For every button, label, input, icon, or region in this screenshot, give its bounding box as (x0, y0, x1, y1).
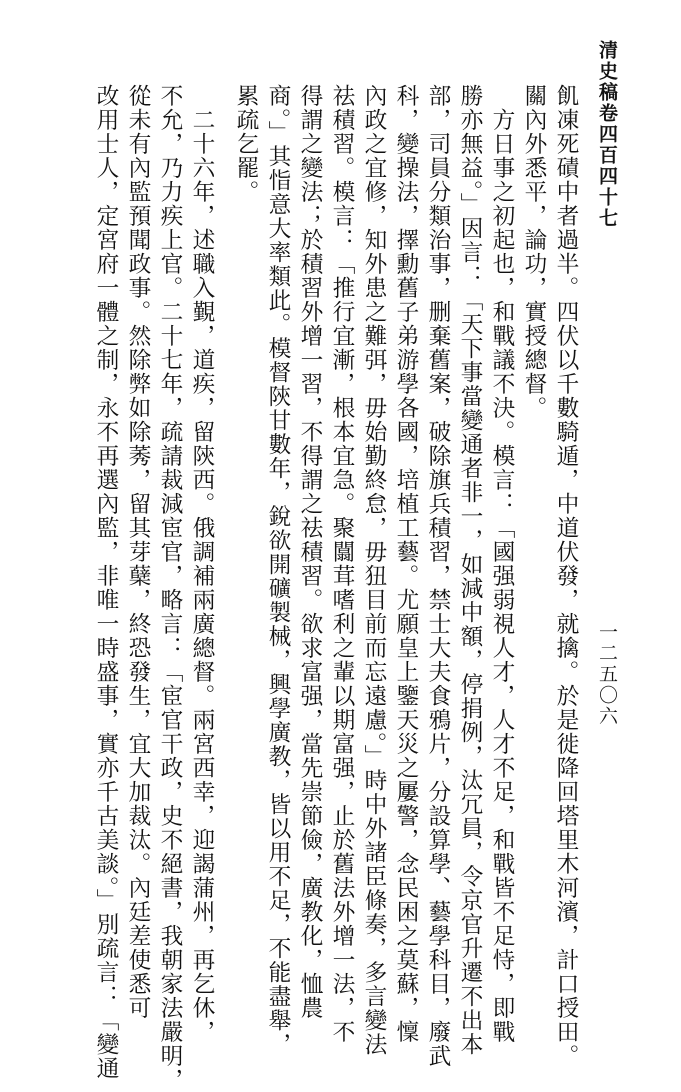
text-column: 部，司員分類治事，删棄舊案，破除旗兵積習，禁士大夫食鴉片，分設算學、藝學科目，廢武 (425, 84, 451, 1068)
text-column: 科，變操法，擇勳舊子弟游學各國，培植工藝。尤願皇上鑒天災之屢警，念民困之莫蘇，懍 (393, 84, 419, 1044)
text-column: 不允，乃力疾上官。二十七年，疏請裁減宦官，略言：「宦官干政，史不絕書，我朝家法嚴明， (157, 84, 183, 1092)
text-column: 累疏乞罷。 (233, 84, 259, 204)
text-column: 飢凍死磧中者過半。四伏以千數騎遁，中道伏發，就擒。於是徙降回塔里木河濱，計口授田。 (553, 84, 579, 1068)
text-column: 二十六年，述職入覲，道疾，留陝西。俄調補兩廣總督。兩宮西幸，迎謁蒲州，再乞休， (189, 108, 215, 1044)
text-column: 關內外悉平，論功，實授總督。 (521, 84, 547, 420)
text-column: 內政之宜修，知外患之難弭，毋始勤終怠，毋狃目前而忘遠慮。」時中外諸臣條奏，多言變法 (361, 84, 387, 1057)
text-column: 祛積習。模言：「推行宜漸，根本宜急。聚闒茸嗜利之輩以期富强，止於舊法外增一法，不 (329, 84, 355, 1044)
text-column: 改用士人，定宮府一體之制，永不再選內監，非唯一時盛事，實亦千古美談。」別疏言：「變通 (93, 84, 119, 1081)
page-number: 一二五〇六 (596, 622, 618, 727)
text-column: 得謂之變法；於積習外增一習，不得謂之祛積習。欲求富强，當先崇節儉，廣教化，恤農 (297, 84, 323, 1020)
text-column: 勝亦無益。」因言：「天下事當變通者非一，如減中額，停捐例，汰冗員，令京官升遷不出本 (457, 84, 483, 1057)
text-column: 商。」其恉意大率類此。模督陝甘數年，銳欲開礦製械，興學廣教，皆以用不足，不能盡舉， (265, 84, 291, 1057)
text-column: 從未有內監預聞政事。然除弊如除莠，留其芽蘖，終恐發生，宜大加裁汰。內廷差使悉可 (125, 84, 151, 1020)
page-header-title: 清史稿卷四百四十七 (596, 40, 618, 229)
text-column: 方日事之初起也，和戰議不決。模言：「國强弱視人才，人才不足，和戰皆不足恃，即戰 (489, 108, 515, 1044)
